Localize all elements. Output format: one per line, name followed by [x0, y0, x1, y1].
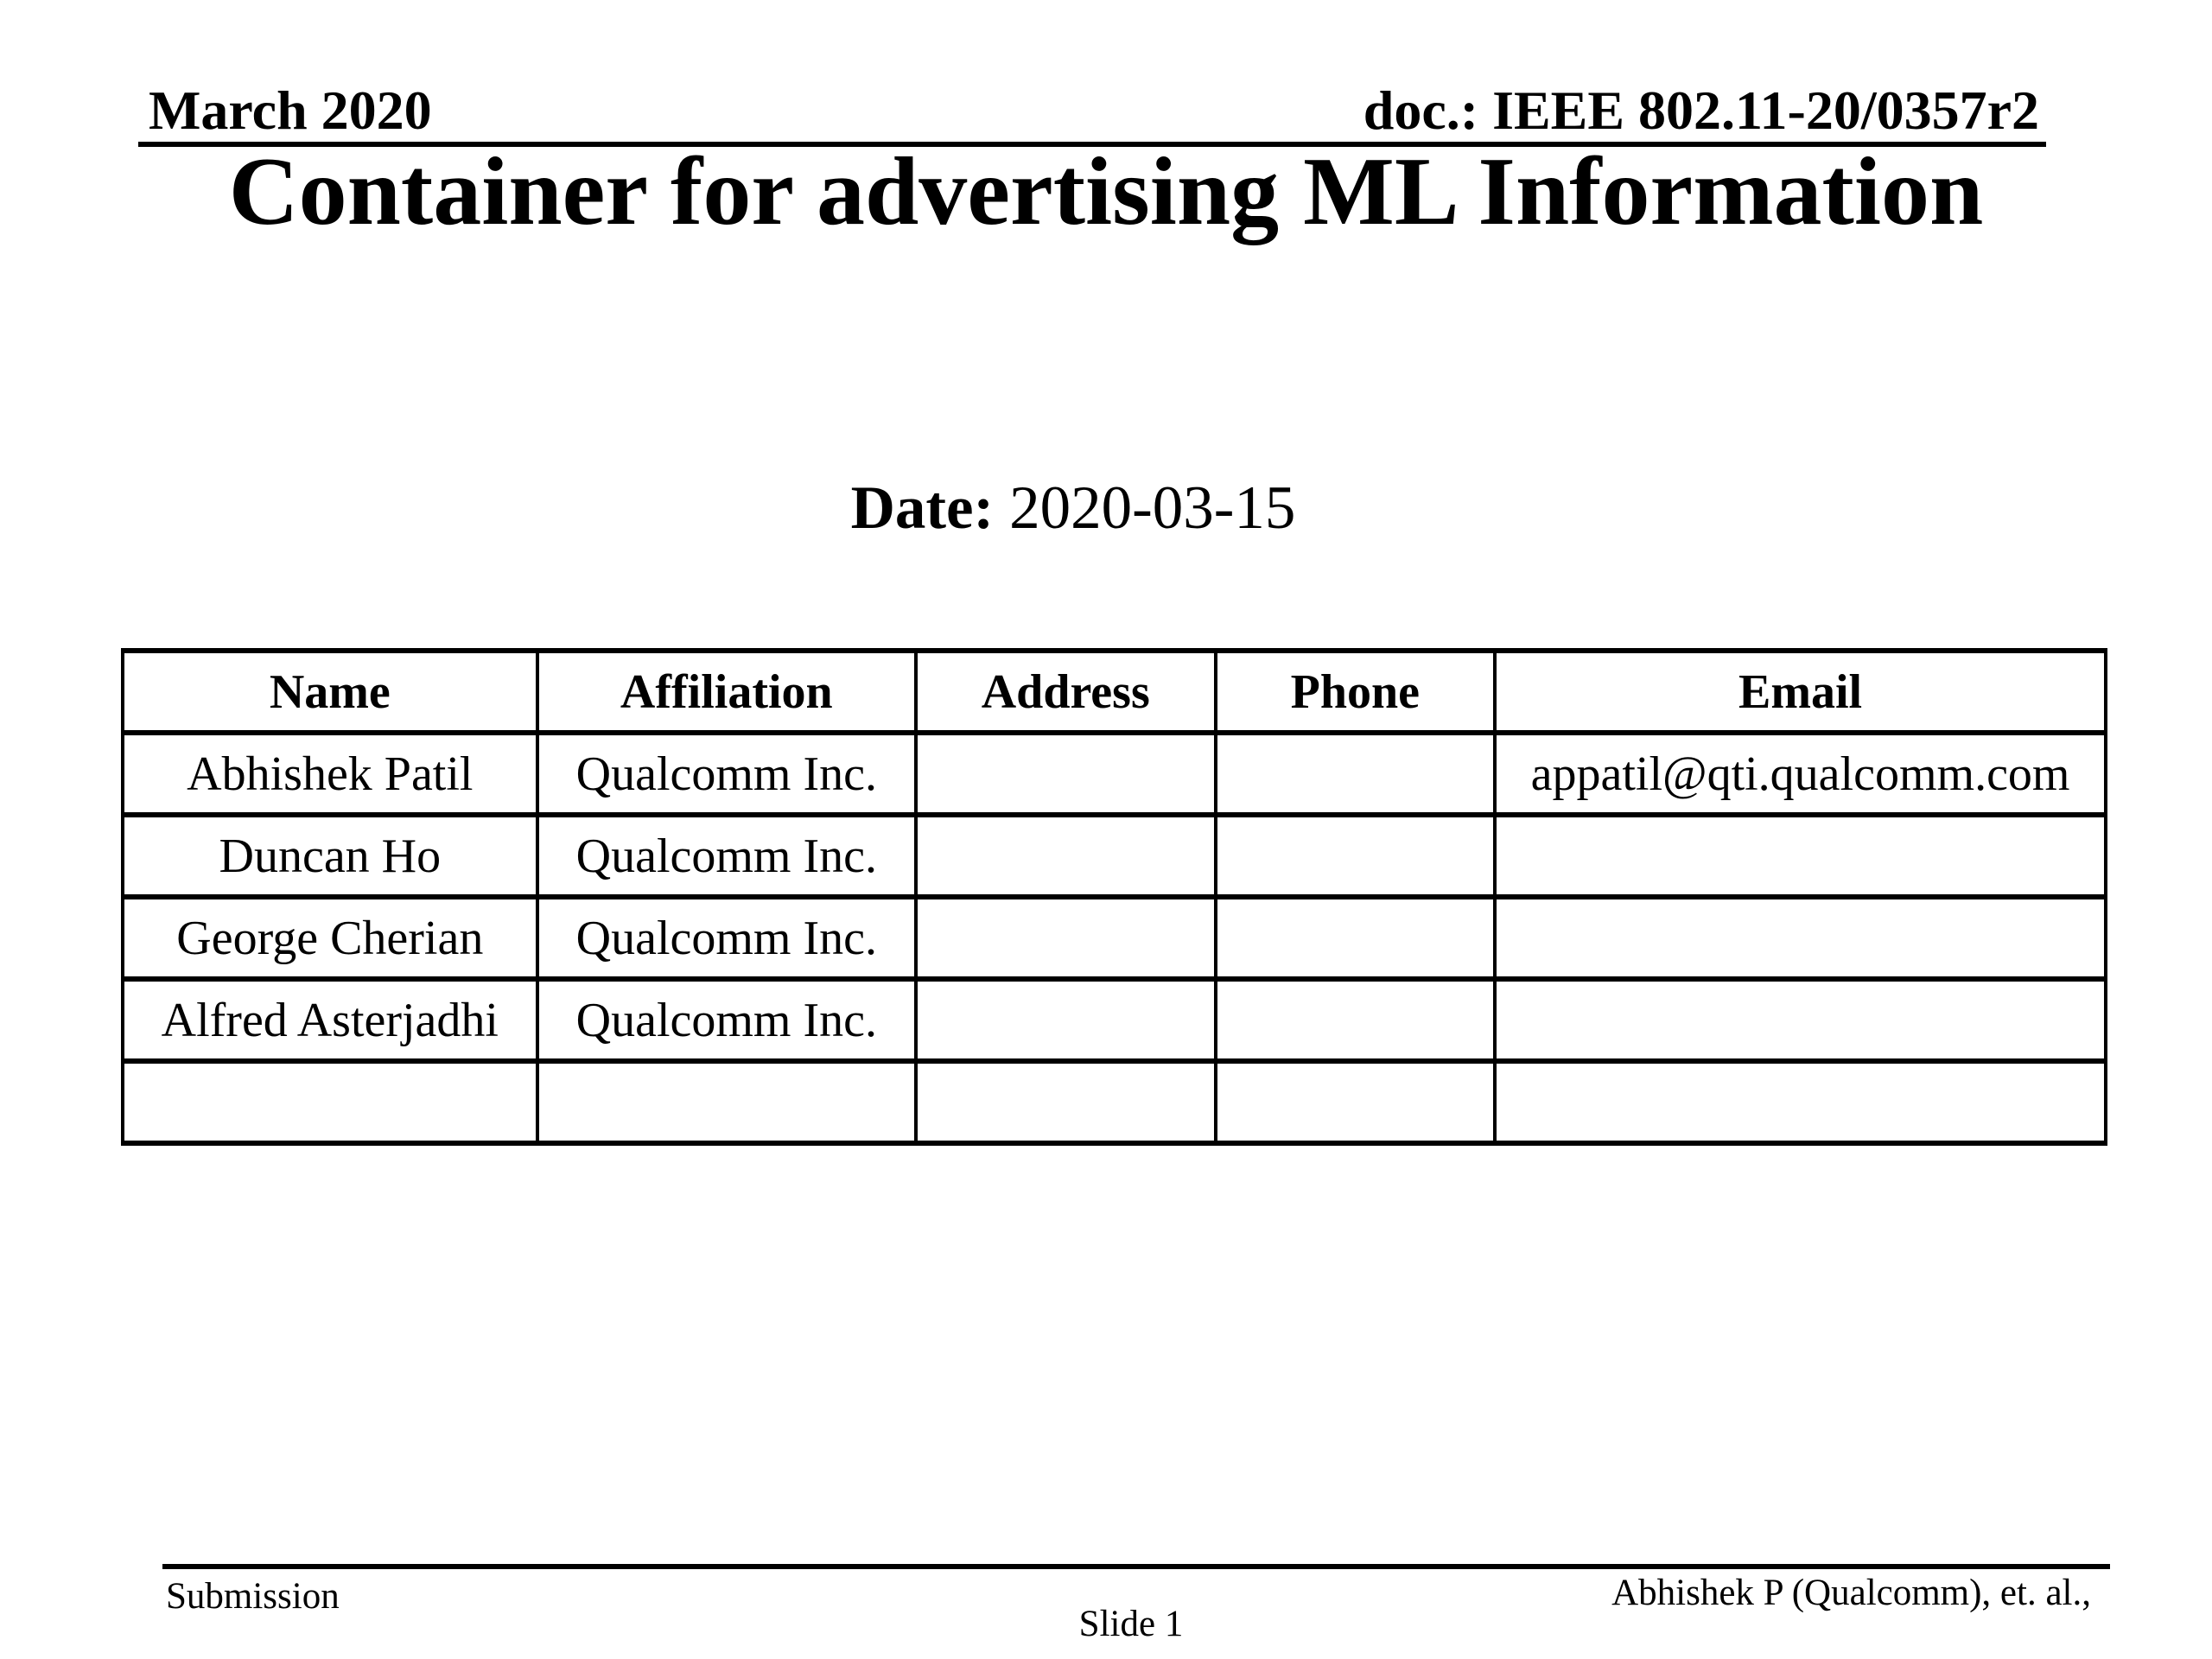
column-header-email: Email	[1495, 651, 2106, 733]
table-cell: appatil@qti.qualcomm.com	[1495, 733, 2106, 815]
table-cell	[1495, 1061, 2106, 1143]
table-cell	[1216, 897, 1496, 979]
table-cell	[916, 979, 1216, 1061]
table-header-row	[123, 651, 2106, 733]
table-cell	[1216, 1061, 1496, 1143]
contributors-table	[121, 648, 2107, 1146]
footer-rule	[162, 1564, 2110, 1569]
table-cell	[916, 815, 1216, 897]
contributors-table-wrapper	[121, 648, 2107, 1146]
table-cell: Qualcomm Inc.	[537, 733, 916, 815]
table-cell	[1216, 815, 1496, 897]
table-cell: Alfred Asterjadhi	[123, 979, 537, 1061]
table-row	[123, 897, 2106, 979]
table-cell	[1216, 733, 1496, 815]
table-row	[123, 733, 2106, 815]
table-row	[123, 979, 2106, 1061]
column-header-phone: Phone	[1216, 651, 1496, 733]
table-cell: Qualcomm Inc.	[537, 815, 916, 897]
header-meeting-date: March 2020	[149, 79, 432, 141]
table-cell	[916, 897, 1216, 979]
date-line	[0, 474, 2146, 544]
table-cell: Duncan Ho	[123, 815, 537, 897]
table-row	[123, 815, 2106, 897]
date-value: 2020-03-15	[1009, 474, 1296, 542]
column-header-name: Name	[123, 651, 537, 733]
table-cell	[1495, 897, 2106, 979]
slide-title: Container for advertising ML Information	[228, 138, 1984, 245]
table-cell	[1495, 815, 2106, 897]
table-cell	[123, 1061, 537, 1143]
table-cell: George Cherian	[123, 897, 537, 979]
table-cell	[916, 733, 1216, 815]
table-cell: Qualcomm Inc.	[537, 979, 916, 1061]
table-cell	[1495, 979, 2106, 1061]
header-doc-number: doc.: IEEE 802.11-20/0357r2	[1363, 79, 2039, 141]
column-header-affiliation: Affiliation	[537, 651, 916, 733]
table-cell	[1216, 979, 1496, 1061]
table-row	[123, 1061, 2106, 1143]
table-cell: Abhishek Patil	[123, 733, 537, 815]
date-label: Date:	[850, 474, 995, 542]
footer-submission: Submission	[166, 1576, 340, 1617]
table-cell	[537, 1061, 916, 1143]
table-cell: Qualcomm Inc.	[537, 897, 916, 979]
footer-author: Abhishek P (Qualcomm), et. al.,	[1611, 1573, 2091, 1613]
table-cell	[916, 1061, 1216, 1143]
footer-slide-number: Slide 1	[1078, 1604, 1184, 1644]
column-header-address: Address	[916, 651, 1216, 733]
